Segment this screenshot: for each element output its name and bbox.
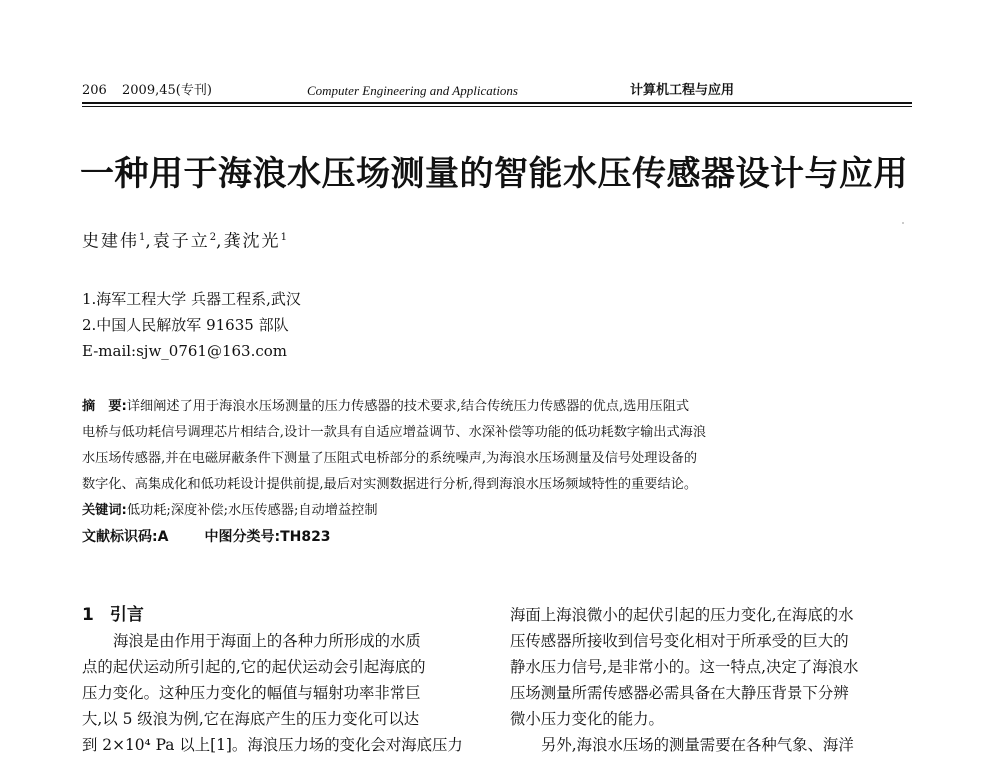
journal-name-cn: 计算机工程与应用: [630, 83, 735, 98]
body-line: 到 2×10⁴ Pa 以上[1]。海浪压力场的变化会对海底压力: [82, 736, 463, 754]
body-line: 微小压力变化的能力。: [510, 710, 664, 728]
body-line: 另外,海浪水压场的测量需要在各种气象、海洋: [541, 736, 854, 754]
keywords-label: 关键词:: [82, 503, 127, 518]
abstract-line: 电桥与低功耗信号调理芯片相结合,设计一款具有自适应增益调节、水深补偿等功能的低功耗数字输出式海浪: [82, 425, 707, 440]
affiliation-line: 1.海军工程大学 兵器工程系,武汉: [82, 290, 301, 308]
paper-title: 一种用于海浪水压场测量的智能水压传感器设计与应用: [80, 154, 908, 194]
affiliation-line: 2.中国人民解放军 91635 部队: [82, 316, 289, 334]
classification-line: [82, 524, 331, 550]
journal-name-en: Computer Engineering and Applications: [307, 83, 518, 98]
abstract-line: 水压场传感器,并在电磁屏蔽条件下测量了压阻式电桥部分的系统噪声,为海浪水压场测量及信号处理设备的: [82, 451, 698, 466]
section-heading: [82, 602, 492, 628]
body-line: 压力变化。这种压力变化的幅值与辐射功率非常巨: [82, 684, 421, 702]
body-line: 海浪是由作用于海面上的各种力所形成的水质: [113, 632, 421, 650]
doc-code: A: [157, 529, 169, 545]
body-line: 压传感器所接收到信号变化相对于所承受的巨大的: [510, 632, 849, 650]
abstract: [82, 394, 912, 498]
affiliations: [82, 286, 301, 364]
body-line: 点的起伏运动所引起的,它的起伏运动会引起海底的: [82, 658, 426, 676]
author-name: 史建伟: [82, 231, 139, 252]
body-line: 压场测量所需传感器必需具备在大静压背景下分辨: [510, 684, 849, 702]
abstract-label: 摘 要:: [82, 399, 127, 414]
author-separator: ,: [145, 231, 153, 252]
author-name: 龚沈光: [223, 231, 281, 252]
doc-code-label: 文献标识码:: [82, 529, 158, 545]
keywords-text: 低功耗;深度补偿;水压传感器;自动增益控制: [126, 503, 378, 518]
page-number: 206: [82, 83, 107, 98]
author-affil-mark: 2: [209, 232, 217, 243]
author-affil-mark: 1: [280, 232, 287, 243]
abstract-line: [82, 394, 912, 420]
clc-label: 中图分类号:: [204, 529, 281, 545]
body-line: 大,以 5 级浪为例,它在海底产生的压力变化可以达: [82, 710, 420, 728]
author-list: [82, 226, 287, 254]
scan-speck: [902, 222, 904, 224]
abstract-text: 详细阐述了用于海浪水压场测量的压力传感器的技术要求,结合传统压力传感器的优点,选用压阻式: [126, 399, 690, 414]
section-number: 1: [82, 605, 94, 625]
volume-issue: 2009,45(专刊): [122, 83, 212, 98]
clc-code: TH823: [280, 529, 331, 545]
header-rule-thick: [82, 102, 912, 104]
author-name: 袁子立: [152, 231, 210, 252]
author-affil-mark: 1: [139, 232, 146, 243]
body-line: 静水压力信号,是非常小的。这一特点,决定了海浪水: [510, 658, 859, 676]
keywords: [82, 498, 378, 524]
body-column-left: [82, 602, 492, 758]
section-title: 引言: [109, 605, 144, 625]
running-header: [82, 80, 912, 102]
body-line: 海面上海浪微小的起伏引起的压力变化,在海底的水: [510, 606, 854, 624]
header-rule-thin: [82, 106, 912, 107]
body-column-right: [510, 602, 920, 758]
abstract-line: 数字化、高集成化和低功耗设计提供前提,最后对实测数据进行分析,得到海浪水压场频域特性的重要结论。: [82, 477, 698, 492]
author-separator: ,: [216, 231, 224, 252]
email-line: E-mail:sjw_0761@163.com: [82, 342, 288, 360]
